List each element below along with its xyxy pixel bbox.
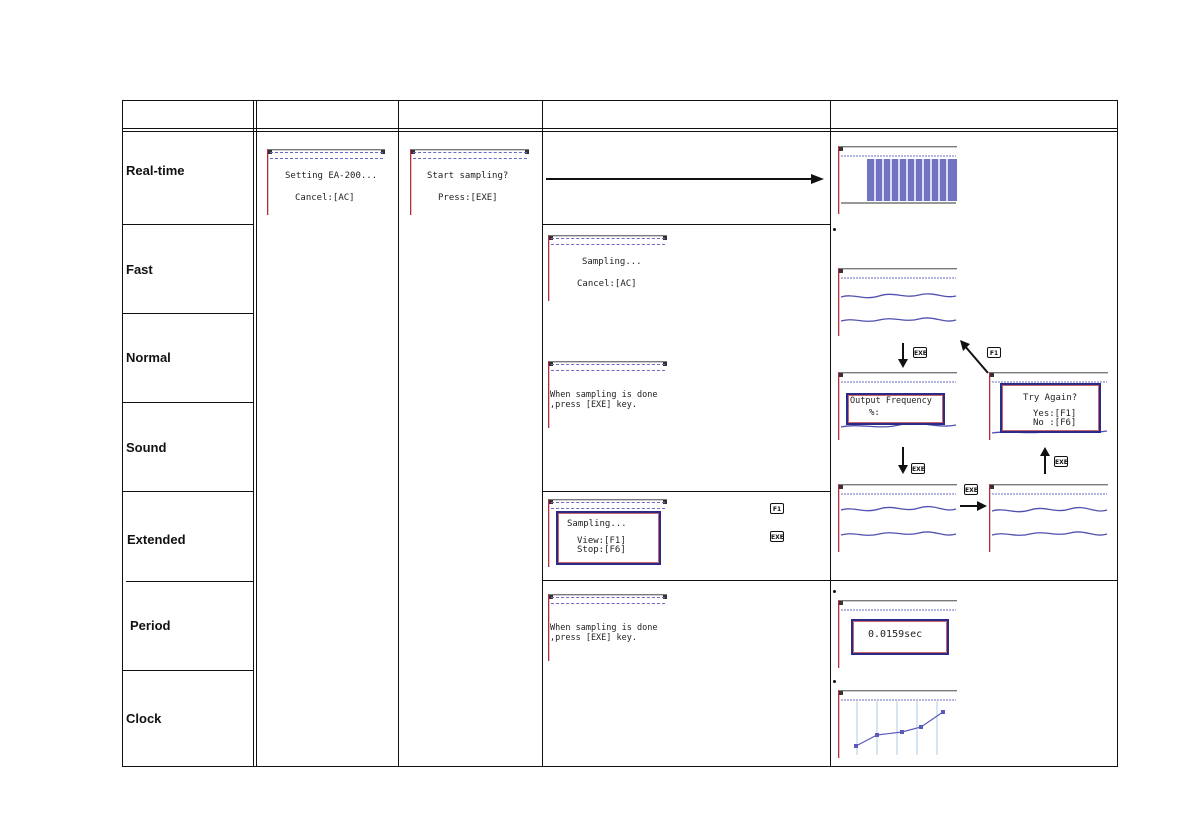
- header-divider-2: [122, 131, 1118, 132]
- try-again-yes: Yes:[F1]: [1033, 409, 1077, 419]
- bullet: [833, 590, 836, 593]
- when-done-period-line2: ,press [EXE] key.: [550, 633, 637, 643]
- row-line: [542, 580, 1118, 581]
- sampling-line2: Cancel:[AC]: [577, 279, 637, 289]
- mode-label-clock: Clock: [126, 711, 162, 726]
- mode-label-realtime: Real-time: [126, 163, 185, 178]
- sampling-ext-stop: Stop:[F6]: [577, 545, 626, 555]
- start-line2: Press:[EXE]: [438, 193, 498, 203]
- screen-period-result: [838, 600, 957, 668]
- col-line-4: [830, 100, 831, 767]
- arrow-right: [960, 500, 988, 512]
- row-line: [542, 491, 830, 492]
- row-line: [542, 224, 830, 225]
- mode-label-normal: Normal: [126, 350, 171, 365]
- exe-key-icon: EXE: [1054, 456, 1068, 467]
- graph-stop: [989, 484, 1108, 552]
- mode-label-sound: Sound: [126, 440, 167, 455]
- row-line: [122, 224, 253, 225]
- screen-output-frequency: [838, 372, 957, 440]
- sampling-line1: Sampling...: [582, 257, 642, 267]
- setting-line2: Cancel:[AC]: [295, 193, 355, 203]
- screen-when-done-period: [548, 594, 667, 661]
- exe-key-icon: EXE: [913, 347, 927, 358]
- screen-sampling-extended: [548, 499, 667, 567]
- header-divider: [122, 128, 1118, 129]
- bullet: [833, 680, 836, 683]
- exe-key-icon: EXE: [770, 531, 784, 542]
- sampling-ext-view: View:[F1]: [577, 536, 626, 546]
- f1-key-icon: F1: [987, 347, 1001, 358]
- when-done-line2: ,press [EXE] key.: [550, 400, 637, 410]
- col-line-2: [398, 100, 399, 767]
- graph-realtime: [838, 146, 957, 214]
- mode-label-fast: Fast: [126, 262, 153, 277]
- output-frequency-title: Output Frequency: [850, 396, 932, 406]
- try-again-no: No :[F6]: [1033, 418, 1077, 428]
- when-done-period-line1: When sampling is done: [550, 623, 658, 633]
- arrow-down-2: [898, 447, 908, 475]
- exe-key-icon: EXE: [964, 484, 978, 495]
- arrow-down-1: [898, 343, 908, 369]
- screen-when-done: [548, 361, 667, 428]
- arrow-realtime: [546, 170, 826, 190]
- col-line-3: [542, 100, 543, 767]
- arrow-up: [1040, 447, 1050, 475]
- row-line: [122, 313, 253, 314]
- screen-try-again: [989, 372, 1108, 440]
- try-again-title: Try Again?: [1023, 393, 1078, 403]
- start-line1: Start sampling?: [427, 171, 509, 181]
- f1-key-icon: F1: [770, 503, 784, 514]
- screen-setting: [267, 149, 385, 215]
- row-line: [122, 402, 253, 403]
- mode-label-extended: Extended: [127, 532, 186, 547]
- row-line: [122, 491, 253, 492]
- when-done-line1: When sampling is done: [550, 390, 658, 400]
- exe-key-icon: EXE: [911, 463, 925, 474]
- graph-sampled: [838, 268, 957, 336]
- sampling-ext-line1: Sampling...: [567, 519, 627, 529]
- col-line-1b: [256, 100, 257, 767]
- setting-line1: Setting EA-200...: [285, 171, 378, 181]
- period-value: 0.0159sec: [868, 629, 923, 640]
- screen-sampling: [548, 235, 667, 301]
- bullet: [833, 228, 836, 231]
- graph-clock: [838, 690, 957, 758]
- mode-label-period: Period: [130, 618, 171, 633]
- screen-start-sampling: [410, 149, 529, 215]
- col-line-1a: [253, 100, 254, 767]
- graph-speaker-output: [838, 484, 957, 552]
- row-line: [122, 670, 253, 671]
- output-frequency-field: %:: [869, 408, 880, 418]
- row-line: [126, 581, 253, 582]
